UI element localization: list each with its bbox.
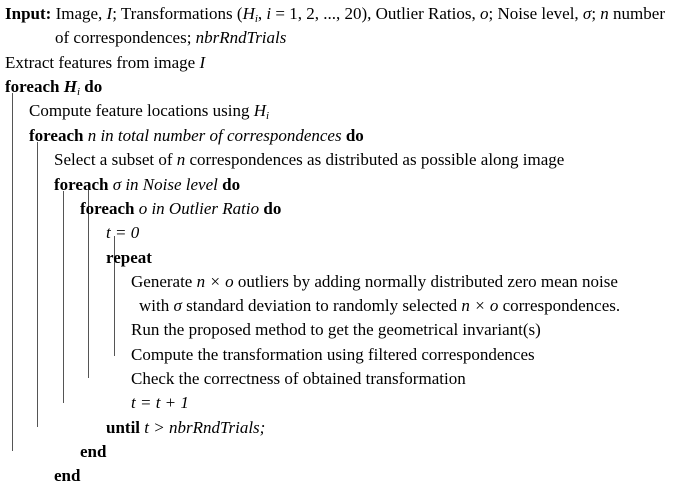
block-line-foreach-n <box>37 142 38 427</box>
select-subset-line: Select a subset of n correspondences as distributed as possible along image <box>54 150 565 169</box>
input-line-1: Input: Image, I; Transformations ($H_i$, i = 1, 2, ..., 20), Outlier Ratios, o; Noise level, σ; n number <box>5 4 665 25</box>
foreach-H-line: foreach $H_i$ do <box>5 77 103 98</box>
foreach-n-line: foreach n in total number of correspondences do <box>29 126 364 145</box>
foreach-sigma-line: foreach σ in Noise level do <box>54 175 241 194</box>
generate-line-1: Generate n × o outliers by adding normally distributed zero mean noise <box>131 272 618 291</box>
t-increment-line: t = t + 1 <box>131 393 189 412</box>
compute-locations-line: Compute feature locations using $H_i$ <box>29 101 270 122</box>
input-label: Input: <box>5 4 52 23</box>
check-correctness-line: Check the correctness of obtained transformation <box>131 369 466 388</box>
end-foreach-o: end <box>80 442 107 461</box>
block-line-foreach-sigma <box>63 191 64 403</box>
t-init-line: t = 0 <box>106 223 140 242</box>
input-line-2: of correspondences; nbrRndTrials <box>55 28 287 47</box>
until-line: until t > nbrRndTrials; <box>106 418 266 437</box>
block-line-foreach-H <box>12 93 13 451</box>
run-method-line: Run the proposed method to get the geometrical invariant(s) <box>131 320 541 339</box>
end-foreach-sigma: end <box>54 466 81 485</box>
repeat-line: repeat <box>106 248 152 267</box>
generate-line-2: with σ standard deviation to randomly selected n × o correspondences. <box>139 296 621 315</box>
compute-transformation-line: Compute the transformation using filtered correspondences <box>131 345 535 364</box>
extract-line: Extract features from image I <box>5 53 206 72</box>
foreach-o-line: foreach o in Outlier Ratio do <box>80 199 282 218</box>
